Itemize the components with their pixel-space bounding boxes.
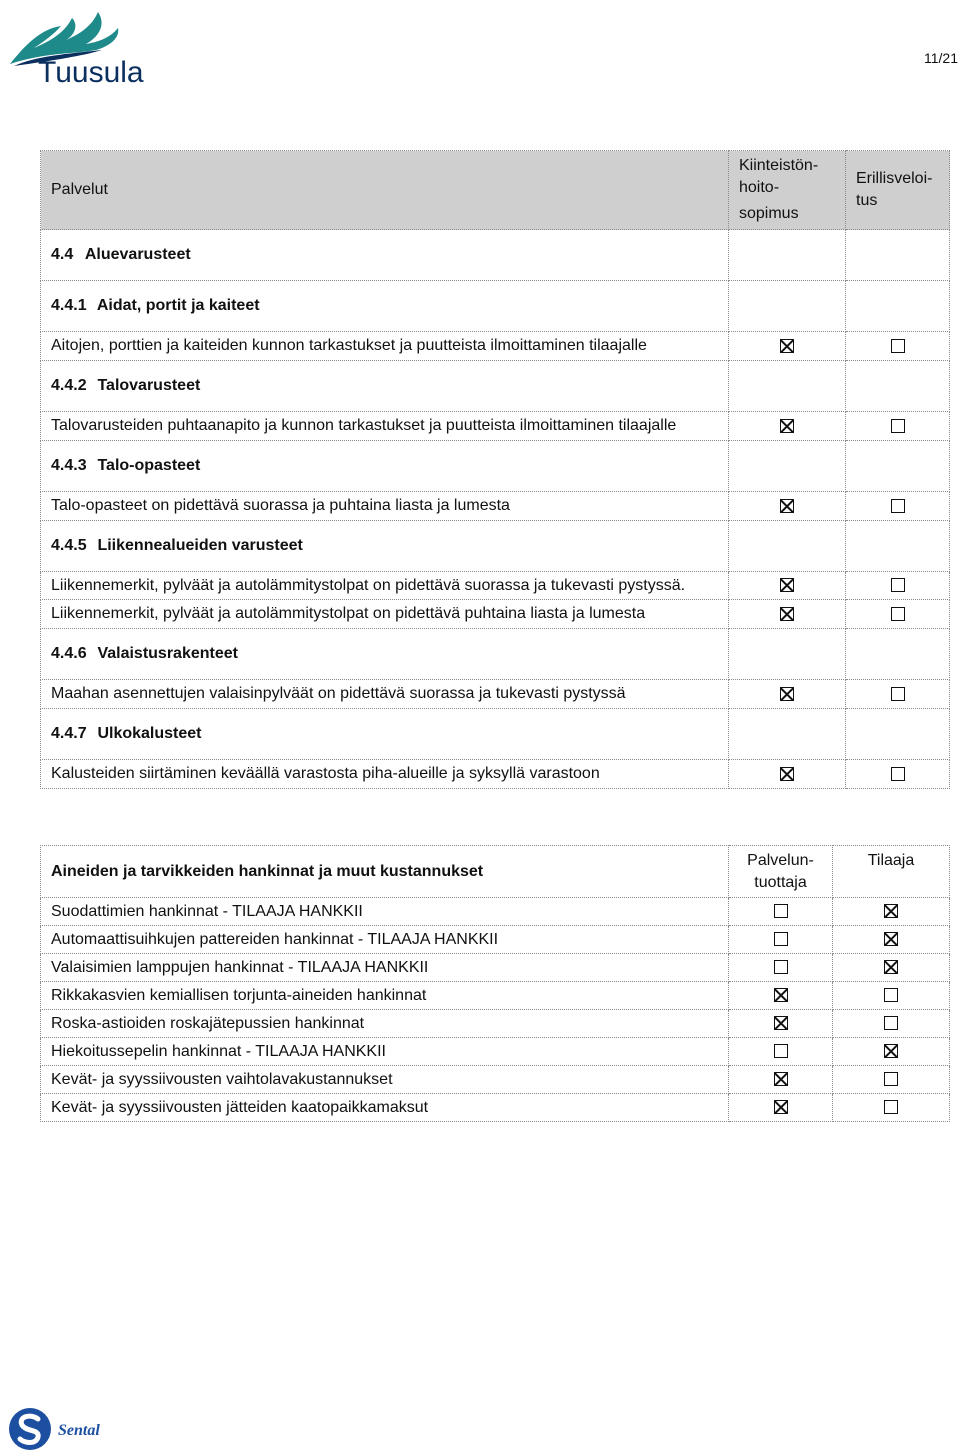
section-number: 4.4 xyxy=(51,246,74,263)
table-row xyxy=(41,1038,950,1066)
subsection-heading xyxy=(41,361,729,412)
row-text: Kevät- ja syyssiivousten jätteiden kaatopaikkamaksut xyxy=(41,1094,729,1122)
section-title: Valaistusrakenteet xyxy=(97,645,238,662)
subsection-row xyxy=(41,441,950,492)
checkbox-col1[interactable] xyxy=(780,578,794,592)
checkbox-col2[interactable] xyxy=(891,339,905,353)
table-row xyxy=(41,680,950,709)
table-row xyxy=(41,600,950,629)
table-row xyxy=(41,1066,950,1094)
section-title: Aluevarusteet xyxy=(84,246,191,263)
subsection-heading xyxy=(41,521,729,572)
section-number: 4.4.1 xyxy=(51,297,87,314)
checkbox-col2[interactable] xyxy=(884,960,898,974)
row-text: Suodattimien hankinnat - TILAAJA HANKKII xyxy=(41,898,729,926)
header-line: sopimus xyxy=(739,205,799,222)
checkbox-col2[interactable] xyxy=(891,578,905,592)
section-title: Talo-opasteet xyxy=(97,457,201,474)
table-row xyxy=(41,1094,950,1122)
section-number: 4.4.2 xyxy=(51,377,87,394)
row-text: Automaattisuihkujen pattereiden hankinnat - TILAAJA HANKKII xyxy=(41,926,729,954)
row-text: Liikennemerkit, pylväät ja autolämmitystolpat on pidettävä suorassa ja tukevasti pystyssä. xyxy=(41,572,729,600)
section-number: 4.4.5 xyxy=(51,537,87,554)
logo-text: Tuusula xyxy=(38,56,144,86)
row-text: Kevät- ja syyssiivousten vaihtolavakustannukset xyxy=(41,1066,729,1094)
subsection-heading xyxy=(41,441,729,492)
section-title: Liikennealueiden varusteet xyxy=(97,537,303,554)
table-row xyxy=(41,412,950,441)
checkbox-col1[interactable] xyxy=(774,1016,788,1030)
checkbox-col1[interactable] xyxy=(774,1044,788,1058)
checkbox-col2[interactable] xyxy=(891,767,905,781)
checkbox-col2[interactable] xyxy=(891,687,905,701)
page-number: 11/21 xyxy=(924,50,958,66)
table-row xyxy=(41,572,950,600)
subsection-row xyxy=(41,281,950,332)
checkbox-col1[interactable] xyxy=(774,904,788,918)
row-text: Roska-astioiden roskajätepussien hankinnat xyxy=(41,1010,729,1038)
checkbox-col2[interactable] xyxy=(891,499,905,513)
subsection-row xyxy=(41,629,950,680)
subsection-heading xyxy=(41,709,729,760)
services-table xyxy=(40,150,950,789)
checkbox-col1[interactable] xyxy=(780,607,794,621)
checkbox-col1[interactable] xyxy=(780,687,794,701)
row-text: Aitojen, porttien ja kaiteiden kunnon tarkastukset ja puutteista ilmoittaminen tilaajalle xyxy=(41,332,729,361)
subsection-heading xyxy=(41,281,729,332)
checkbox-col1[interactable] xyxy=(774,988,788,1002)
header-line: Palvelun- xyxy=(747,852,814,869)
subsection-row xyxy=(41,521,950,572)
tuusula-logo xyxy=(6,4,146,86)
checkbox-col1[interactable] xyxy=(774,1072,788,1086)
subsection-row xyxy=(41,361,950,412)
checkbox-col1[interactable] xyxy=(780,419,794,433)
checkbox-col2[interactable] xyxy=(884,988,898,1002)
checkbox-col2[interactable] xyxy=(884,1100,898,1114)
header-line: tuottaja xyxy=(754,874,807,891)
header-services: Palvelut xyxy=(41,151,729,230)
checkbox-col1[interactable] xyxy=(774,960,788,974)
table-row xyxy=(41,982,950,1010)
table-row xyxy=(41,954,950,982)
sental-logo xyxy=(8,1405,118,1453)
checkbox-col1[interactable] xyxy=(774,1100,788,1114)
header-line: tus xyxy=(856,192,878,209)
header-separate-charge xyxy=(846,151,950,230)
row-text: Valaisimien lamppujen hankinnat - TILAAJA HANKKII xyxy=(41,954,729,982)
purchases-table xyxy=(40,845,950,1122)
checkbox-col2[interactable] xyxy=(884,1016,898,1030)
header-purchases: Aineiden ja tarvikkeiden hankinnat ja muut kustannukset xyxy=(41,846,729,898)
footer-logo-text: Sental xyxy=(58,1422,100,1439)
header-service-provider xyxy=(729,846,833,898)
checkbox-col2[interactable] xyxy=(884,1044,898,1058)
checkbox-col1[interactable] xyxy=(780,339,794,353)
header-property-maintenance xyxy=(729,151,846,230)
row-text: Maahan asennettujen valaisinpylväät on pidettävä suorassa ja tukevasti pystyssä xyxy=(41,680,729,709)
table-row xyxy=(41,760,950,789)
section-title: Ulkokalusteet xyxy=(97,725,202,742)
section-title: Aidat, portit ja kaiteet xyxy=(96,297,260,314)
checkbox-col1[interactable] xyxy=(774,932,788,946)
header-line: hoito- xyxy=(739,179,780,196)
row-text: Liikennemerkit, pylväät ja autolämmitystolpat on pidettävä puhtaina liasta ja lumesta xyxy=(41,600,729,629)
section-row xyxy=(41,230,950,281)
checkbox-col2[interactable] xyxy=(884,932,898,946)
checkbox-col2[interactable] xyxy=(884,904,898,918)
table-row xyxy=(41,1010,950,1038)
section-title: Talovarusteet xyxy=(97,377,201,394)
row-text: Talo-opasteet on pidettävä suorassa ja puhtaina liasta ja lumesta xyxy=(41,492,729,521)
checkbox-col2[interactable] xyxy=(891,419,905,433)
table-row xyxy=(41,898,950,926)
section-heading xyxy=(41,230,729,281)
section-number: 4.4.6 xyxy=(51,645,87,662)
table-header-row xyxy=(41,151,950,230)
checkbox-col1[interactable] xyxy=(780,499,794,513)
header-line: Kiinteistön- xyxy=(739,157,819,174)
section-number: 4.4.7 xyxy=(51,725,87,742)
table-row xyxy=(41,926,950,954)
row-text: Talovarusteiden puhtaanapito ja kunnon tarkastukset ja puutteista ilmoittaminen tilaajalle xyxy=(41,412,729,441)
header-line: Erillisveloi- xyxy=(856,170,933,187)
section-number: 4.4.3 xyxy=(51,457,87,474)
table-header-row xyxy=(41,846,950,898)
table-row xyxy=(41,492,950,521)
subsection-heading xyxy=(41,629,729,680)
row-text: Hiekoitussepelin hankinnat - TILAAJA HANKKII xyxy=(41,1038,729,1066)
subsection-row xyxy=(41,709,950,760)
checkbox-col1[interactable] xyxy=(780,767,794,781)
row-text: Rikkakasvien kemiallisen torjunta-aineiden hankinnat xyxy=(41,982,729,1010)
row-text: Kalusteiden siirtäminen keväällä varastosta piha-alueille ja syksyllä varastoon xyxy=(41,760,729,789)
table-row xyxy=(41,332,950,361)
header-client: Tilaaja xyxy=(833,846,950,898)
checkbox-col2[interactable] xyxy=(884,1072,898,1086)
checkbox-col2[interactable] xyxy=(891,607,905,621)
